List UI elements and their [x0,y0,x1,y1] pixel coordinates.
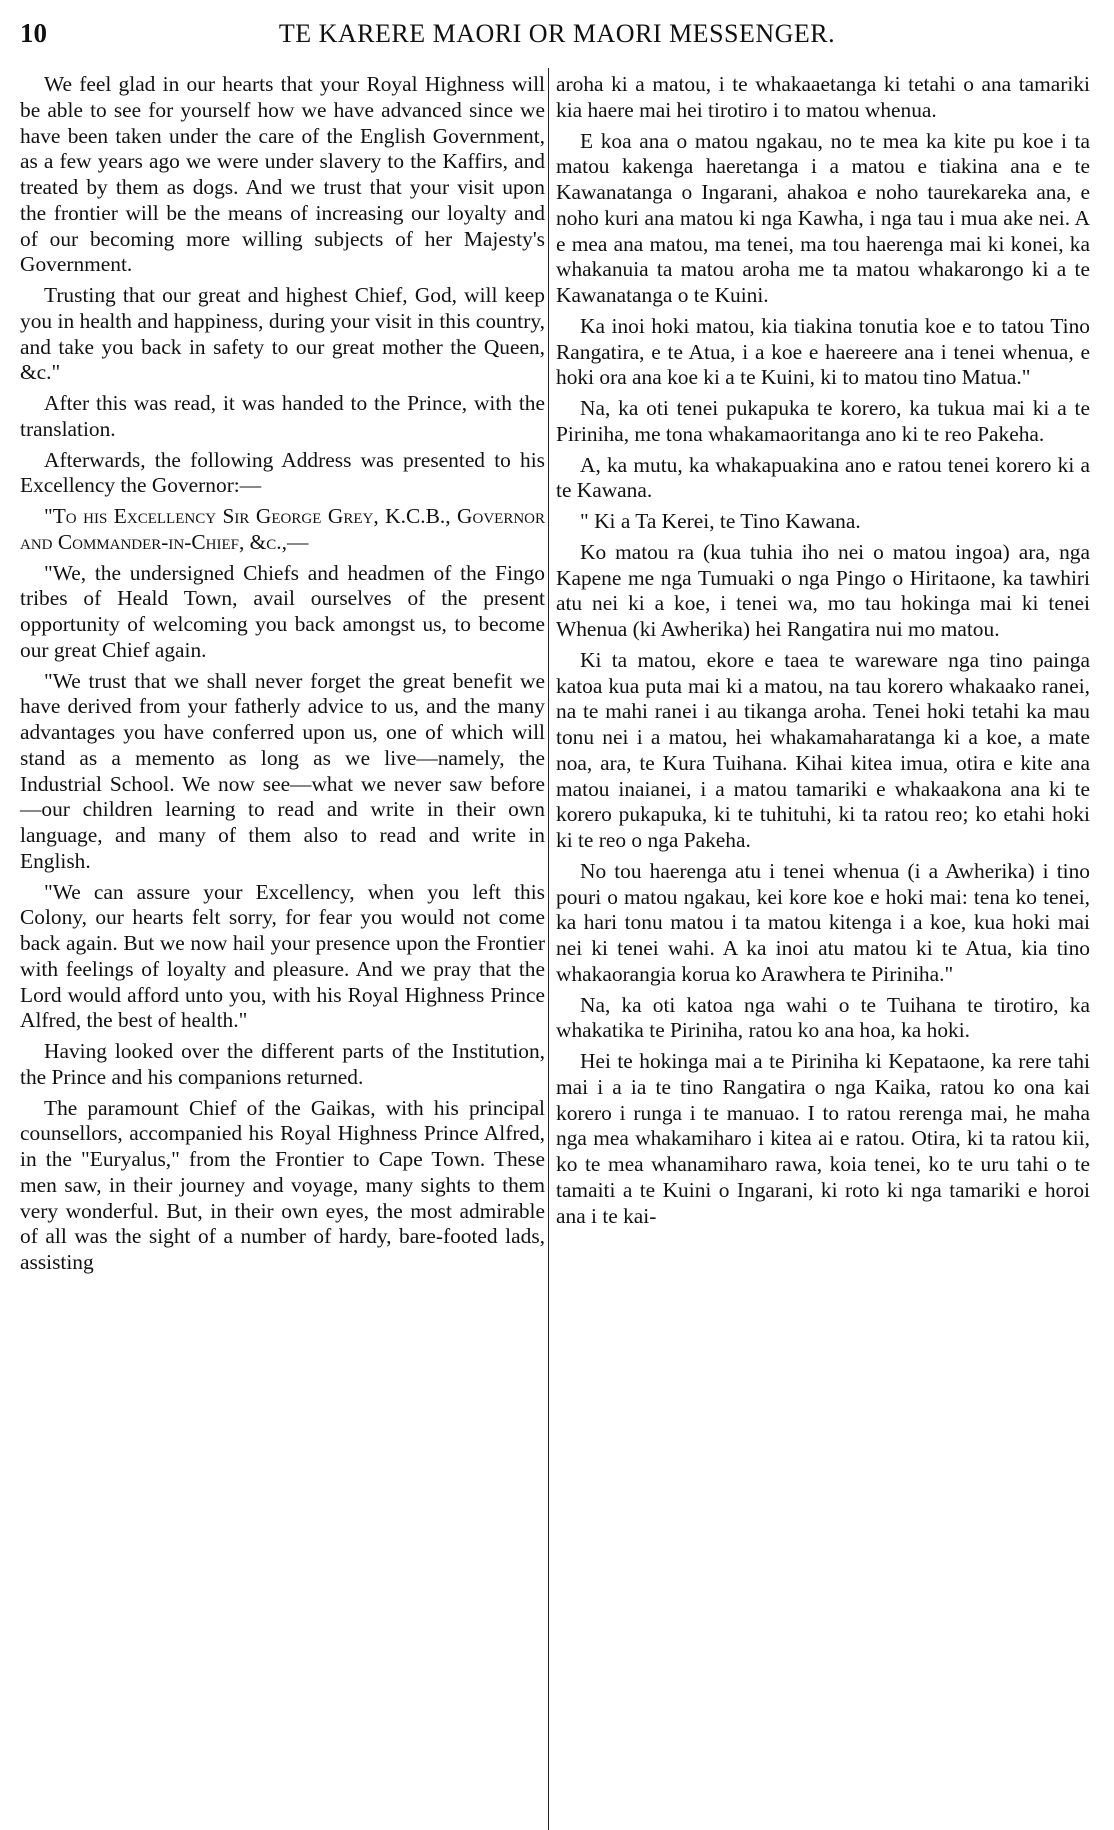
maori-column [556,72,1090,1234]
paragraph: Afterwards, the following Address was presented to his Excellency the Governor:— [20,447,545,498]
paragraph: aroha ki a matou, i te whakaaetanga ki tetahi o ana tamariki kia haere mai hei tirotiro i to matou whenua. [556,72,1090,122]
paragraph: "We trust that we shall never forget the great benefit we have derived from your fatherly advice to us, and the many advantages you have conferred upon us, one of which will stand as a memento as long as we live—namely, the Industrial School. We now see—what we never saw before—our children learning to read and write in their own language, and many of them also to read and write in English. [20,668,545,873]
paragraph: We feel glad in our hearts that your Royal Highness will be able to see for yourself how we have advanced since we have been taken under the care of the English Government, as a few years ago we were under slavery to the Kaffirs, and treated by them as dogs. And we trust that your visit upon the frontier will be the means of increasing our loyalty and of our becoming more willing subjects of her Majesty's Government. [20,72,545,277]
paragraph: "We can assure your Excellency, when you left this Colony, our hearts felt sorry, for fear you would not come back again. But we now hail your presence upon the Frontier with feelings of loyalty and pleasure. And we pray that the Lord would afford unto you, with his Royal Highness Prince Alfred, the best of health." [20,879,545,1033]
paragraph: Having looked over the different parts of the Institution, the Prince and his companions returned. [20,1039,545,1089]
paragraph: The paramount Chief of the Gaikas, with his principal counsellors, accompanied his Royal Highness Prince Alfred, in the "Euryalus," from the Frontier to Cape Town. These men saw, in their journey and voyage, many sights to them very wonderful. But, in their own eyes, the most admirable of all was the sight of a number of hardy, bare-footed lads, assisting [20,1095,545,1274]
address-salutation: " Ki a Ta Kerei, te Tino Kawana. [580,509,861,533]
paragraph: Na, ka oti tenei pukapuka te korero, ka tukua mai ki a te Piriniha, me tona whakamaoritanga ano ki te reo Pakeha. [556,396,1090,446]
page-number: 10 [20,18,47,48]
paragraph: E koa ana o matou ngakau, no te mea ka kite pu koe i ta matou kakenga haeretanga i a matou e tiakina ana e te Kawanatanga o Ingarani, ahakoa e noho taurekareka ana, e noho kuri ana matou ki nga Kawha, i nga tau i mua ake nei. A e mea ana matou, ma tenei, ma tou haerenga mai ki konei, ka whakanuia ta matou aroha me ta matou whakarongo ki a te Kawanatanga o te Kuini. [556,128,1090,307]
paragraph: Trusting that our great and highest Chief, God, will keep you in health and happiness, during your visit in this country, and take you back in safety to our great mother the Queen, &c." [20,283,545,385]
column-divider [548,68,549,1830]
address-salutation: "To his Excellency Sir George Grey, K.C.B., Governor and Commander-in-Chief, &c.,— [20,504,545,554]
paragraph: Na, ka oti katoa nga wahi o te Tuihana te tirotiro, ka whakatika te Piriniha, ratou ko ana hoa, ka hoki. [556,992,1090,1043]
paragraph: Hei te hokinga mai a te Piriniha ki Kepataone, ka rere tahi mai i a ia te tino Rangatira o nga Kaika, ratou ko ona kai korero i runga i te manuao. I to ratou rerenga mai, he maha nga mea whakamiharo i kitea ai e ratou. Otira, ki ta ratou kii, ko te mea whanamiharo rawa, koia tenei, ko te uru tahi o te tamaiti a te Kuini o Ingarani, ki roto ki nga tamariki e horoi ana i te kai- [556,1049,1090,1228]
english-column [20,72,545,1281]
paragraph: A, ka mutu, ka whakapuakina ano e ratou tenei korero ki a te Kawana. [556,452,1090,503]
paragraph: Ki ta matou, ekore e taea te wareware nga tino painga katoa kua puta mai ki a matou, na tau korero whakaako ranei, na te mahi ranei i au tikanga aroha. Tenei hoki tetahi ka mau tonu nei i a matou, hei whakamaharatanga ki a koe, a mate noa, ara, te Kura Tuihana. Kihai kitea imua, otira e kite ana matou inaianei, i a matou tamariki e whakaakona ana ki te korero pukapuka, ki te tuhituhi, ki ta ratou reo; ko etahi hoki ki te reo o nga Pakeha. [556,647,1090,852]
paragraph: No tou haerenga atu i tenei whenua (i a Awherika) i tino pouri o matou ngakau, kei kore koe e hoki mai: tena ko tenei, ka hari tonu matou i ta matou kitenga i a koe, kua hoki mai nei ki tenei wahi. A ka inoi atu matou ki te Atua, kia tino whakaorangia korua ko Arawhera te Piriniha." [556,858,1090,986]
paragraph: Ka inoi hoki matou, kia tiakina tonutia koe e to tatou Tino Rangatira, e te Atua, i a koe e haereere ana i tenei whenua, e hoki ora ana koe ki a te Kuini, ki to matou tino Matua." [556,313,1090,390]
page-header [12,8,1102,54]
paragraph: Ko matou ra (kua tuhia iho nei o matou ingoa) ara, nga Kapene me nga Tumuaki o nga Pingo o Hiritaone, ka tawhiri atu nei ki a koe, i tenei wa, mo tau hokinga mai ki tenei Whenua (ki Awherika) hei Rangatira nui mo matou. [556,539,1090,641]
newspaper-title: TE KARERE MAORI OR MAORI MESSENGER. [278,19,836,48]
paragraph: After this was read, it was handed to the Prince, with the translation. [20,391,545,441]
paragraph: "We, the undersigned Chiefs and headmen of the Fingo tribes of Heald Town, avail ourselves of the present opportunity of welcoming you back amongst us, to become our great Chief again. [20,560,545,662]
